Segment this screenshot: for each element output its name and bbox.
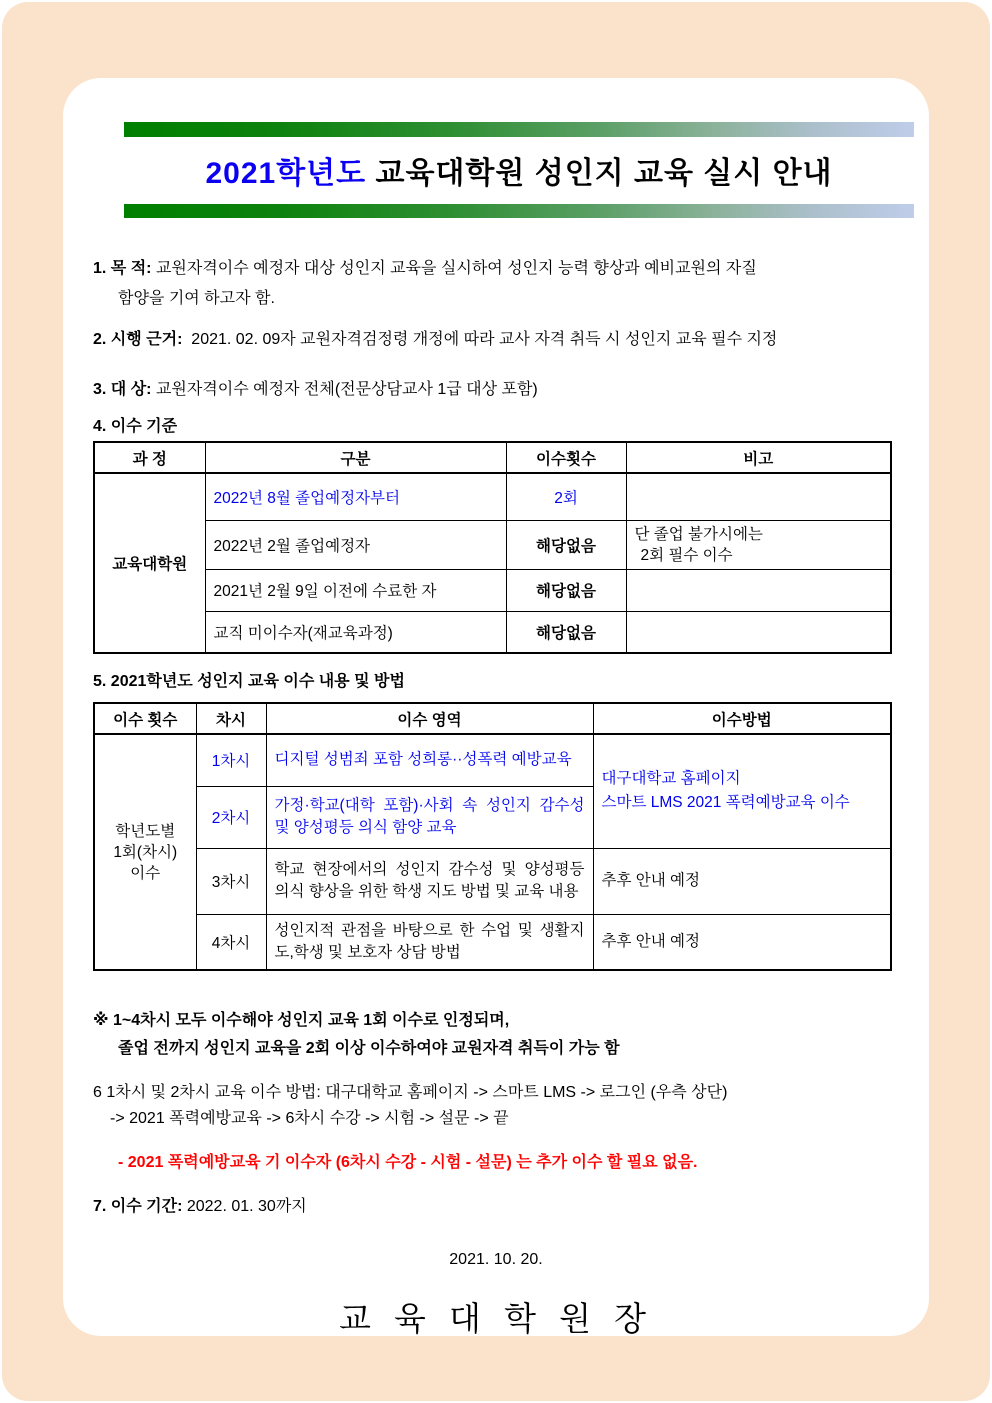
- rounds-line3: 이수: [130, 864, 161, 882]
- col-header-course: 과 정: [94, 442, 205, 473]
- item-number: 1.: [93, 260, 107, 277]
- col-header-session: 차시: [196, 703, 266, 734]
- rounds-cell: [94, 734, 196, 970]
- method-cell: 추후 안내 예정: [593, 914, 891, 970]
- star-note-line1: ※ 1~4차시 모두 이수해야 성인지 교육 1회 이수로 인정되며,: [93, 1012, 510, 1029]
- table-row: [94, 520, 891, 569]
- title-year-highlight: 2021학년도: [205, 157, 367, 190]
- table-row: [94, 914, 891, 970]
- session-cell: 2차시: [196, 786, 266, 848]
- item-basis: [93, 325, 899, 355]
- note-line2: 2회 필수 이수: [640, 546, 733, 564]
- item-period: [93, 1193, 899, 1220]
- item-label: 이수 기간:: [110, 1198, 183, 1215]
- col-header-count: 이수횟수: [506, 442, 626, 473]
- table-row: [94, 569, 891, 611]
- method-instructions-line2: -> 2021 폭력예방교육 -> 6차시 수강 -> 시험 -> 설문 -> 끝: [110, 1110, 509, 1127]
- method-line2: 스마트 LMS 2021 폭력예방교육 이수: [601, 794, 850, 812]
- education-content-table: [93, 702, 892, 971]
- completion-criteria-table: [93, 441, 892, 654]
- table-header-row: [94, 703, 891, 734]
- session-cell: 1차시: [196, 734, 266, 786]
- area-cell: 학교 현장에서의 성인지 감수성 및 양성평등 의식 향상을 위한 학생 지도 방법 및 교육 내용: [266, 848, 593, 914]
- category-cell: 2022년 2월 졸업예정자: [205, 520, 506, 569]
- note-cell: [626, 569, 891, 611]
- col-header-category: 구분: [205, 442, 506, 473]
- item-text: 2022. 01. 30까지: [186, 1198, 307, 1215]
- signature-dean: 교 육 대 학 원 장: [338, 1300, 654, 1337]
- category-cell: 2021년 2월 9일 이전에 수료한 자: [205, 569, 506, 611]
- table-row: [94, 473, 891, 520]
- item-text: 2021. 02. 09자 교원자격검정령 개정에 따라 교사 자격 취득 시 성인지 교육 필수 지정: [191, 331, 778, 348]
- document-page: [63, 78, 929, 1336]
- gradient-bar-bottom: [124, 204, 914, 218]
- item-target: [93, 375, 899, 405]
- gradient-bar-top: [124, 122, 914, 137]
- item-label: 대 상:: [110, 381, 152, 398]
- document-title: [124, 137, 914, 204]
- count-cell: 해당없음: [506, 569, 626, 611]
- method-instructions-line1: 6 1차시 및 2차시 교육 이수 방법: 대구대학교 홈페이지 -> 스마트 LMS -> 로그인 (우측 상단): [93, 1084, 728, 1101]
- note-cell: [626, 520, 891, 569]
- col-header-method: 이수방법: [593, 703, 891, 734]
- rounds-line2: 1회(차시): [113, 843, 178, 861]
- category-cell: 교직 미이수자(재교육과정): [205, 611, 506, 653]
- note-cell: [626, 611, 891, 653]
- col-header-rounds: 이수 횟수: [94, 703, 196, 734]
- title-header: [124, 122, 914, 218]
- star-note-line2: 졸업 전까지 성인지 교육을 2회 이상 이수하여야 교원자격 취득이 가능 함: [118, 1040, 620, 1057]
- count-cell: 해당없음: [506, 520, 626, 569]
- title-main-text: 교육대학원 성인지 교육 실시 안내: [366, 157, 833, 190]
- table-row: [94, 611, 891, 653]
- item-purpose-line1: [93, 254, 899, 284]
- item-text: 교원자격이수 예정자 전체(전문상담교사 1급 대상 포함): [155, 381, 538, 398]
- issue-date: 2021. 10. 20.: [449, 1251, 543, 1268]
- item-label: 목 적:: [110, 260, 152, 277]
- item-purpose-line2: 함양을 기여 하고자 함.: [118, 290, 275, 307]
- item-label: 시행 근거:: [110, 331, 183, 348]
- session-cell: 3차시: [196, 848, 266, 914]
- session-cell: 4차시: [196, 914, 266, 970]
- count-cell: 2회: [506, 473, 626, 520]
- table-header-row: [94, 442, 891, 473]
- rounds-line1: 학년도별: [115, 822, 176, 840]
- col-header-note: 비고: [626, 442, 891, 473]
- item-purpose: [93, 254, 899, 314]
- item-text: 교원자격이수 예정자 대상 성인지 교육을 실시하여 성인지 능력 향상과 예비교원의 자질: [155, 260, 757, 277]
- section4-heading: 4. 이수 기준: [93, 418, 178, 435]
- method-line1: 대구대학교 홈페이지: [601, 770, 741, 788]
- method-cell: [593, 734, 891, 848]
- document-body: [63, 254, 929, 1340]
- note-line1: 단 졸업 불가시에는: [634, 525, 763, 543]
- red-warning-note: - 2021 폭력예방교육 기 이수자 (6차시 수강 - 시험 - 설문) 는 추가 이수 할 필요 없음.: [118, 1154, 698, 1171]
- note-cell: [626, 473, 891, 520]
- area-cell: 성인지적 관점을 바탕으로 한 수업 및 생활지도,학생 및 보호자 상담 방법: [266, 914, 593, 970]
- area-cell: 디지털 성범죄 포함 성희롱··성폭력 예방교육: [266, 734, 593, 786]
- item-number: 2.: [93, 331, 107, 348]
- table-row: [94, 848, 891, 914]
- category-cell: 2022년 8월 졸업예정자부터: [205, 473, 506, 520]
- course-cell: 교육대학원: [94, 473, 205, 653]
- section5-heading: 5. 2021학년도 성인지 교육 이수 내용 및 방법: [93, 673, 405, 690]
- col-header-area: 이수 영역: [266, 703, 593, 734]
- item-number: 3.: [93, 381, 107, 398]
- count-cell: 해당없음: [506, 611, 626, 653]
- star-note: [93, 1007, 899, 1063]
- method-instructions: [93, 1080, 899, 1132]
- table-row: [94, 734, 891, 786]
- item-number: 7.: [93, 1198, 107, 1215]
- area-cell: 가정·학교(대학 포함)·사회 속 성인지 감수성 및 양성평등 의식 함양 교육: [266, 786, 593, 848]
- method-cell: 추후 안내 예정: [593, 848, 891, 914]
